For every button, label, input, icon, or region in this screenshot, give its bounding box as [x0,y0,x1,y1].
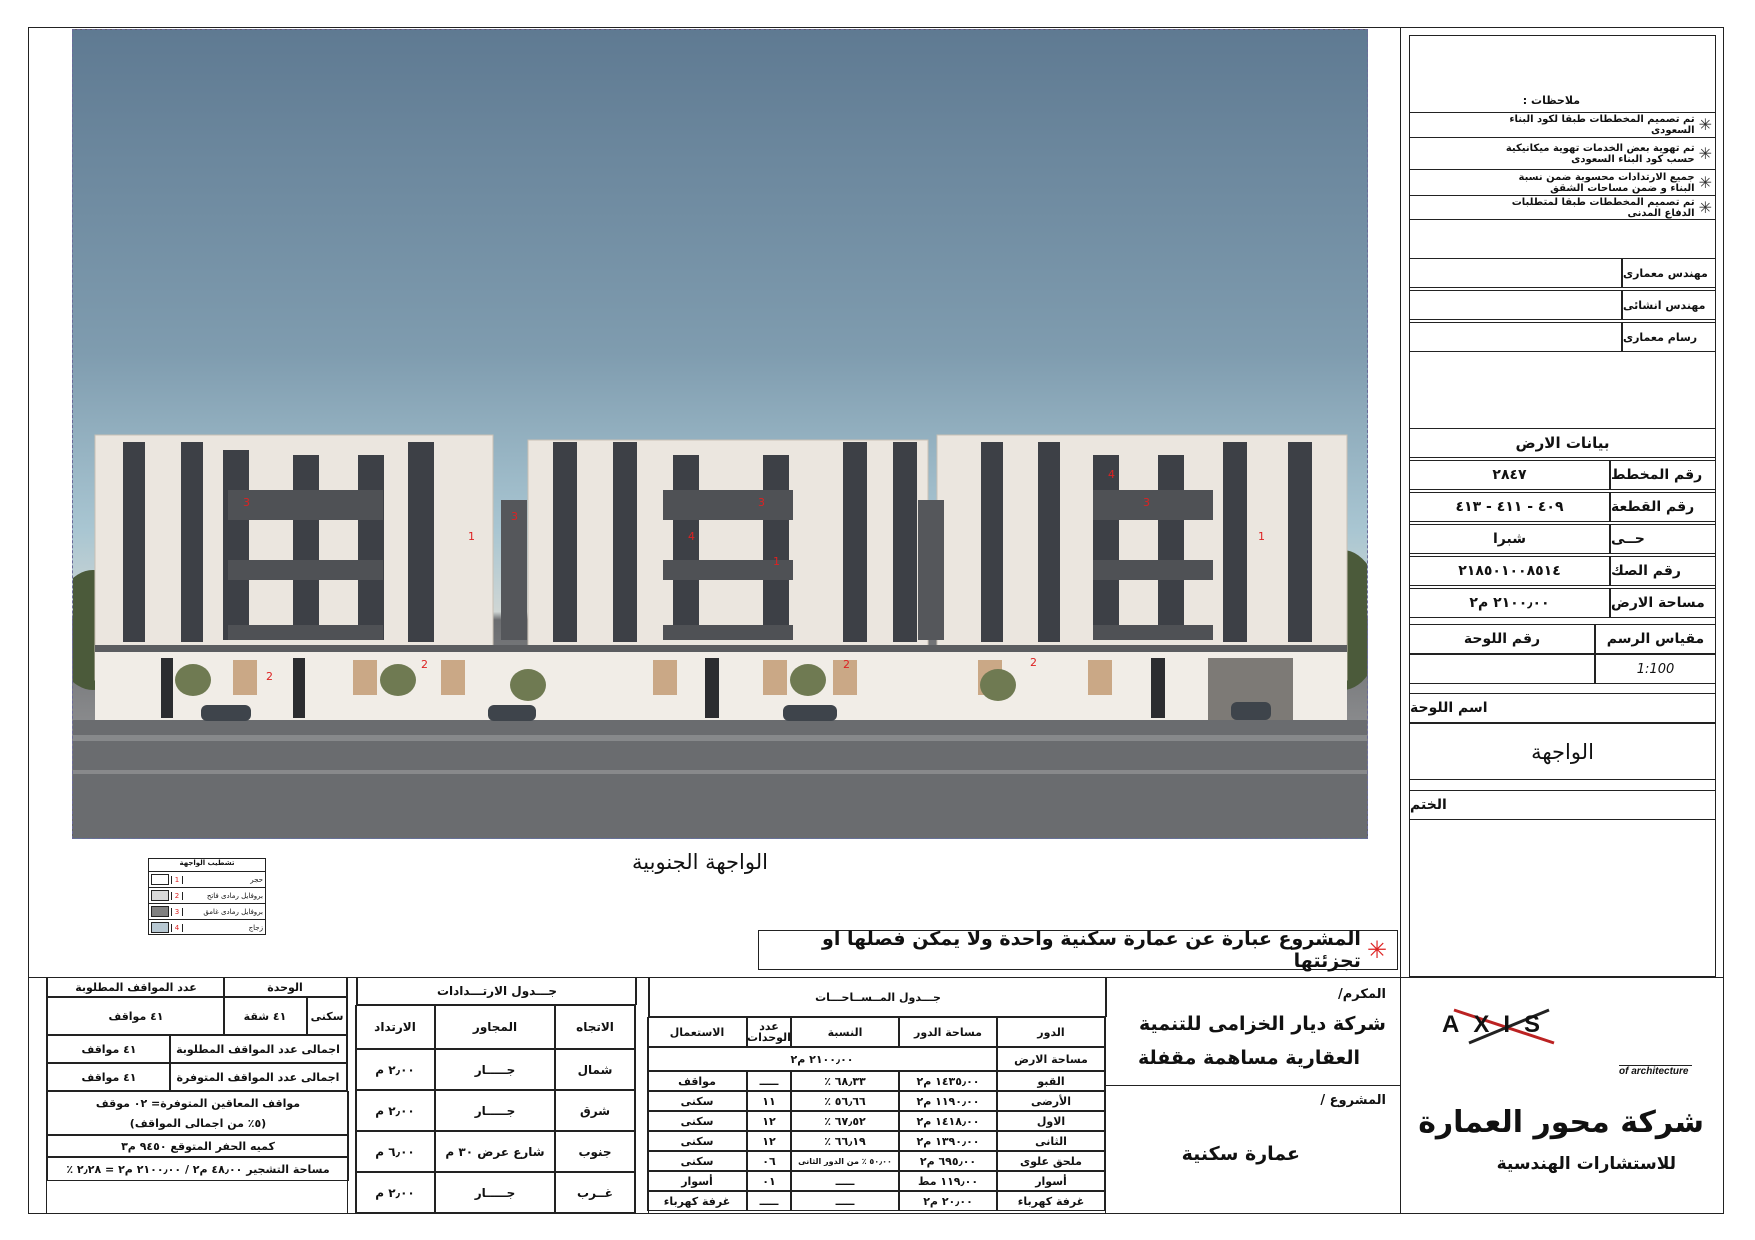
excavation-volume: كميه الحفر المتوقع ٩٤٥٠ م٣ [47,1135,349,1157]
note-item [1409,170,1716,196]
note-text: جميع الارتدادات محسوبة ضمن نسبة البناء و ضمن مساحات الشقق [1518,171,1695,194]
setbacks-title: جـــدول الارتـــدادات [357,977,637,1005]
areas-cell: ـــــ [791,1191,899,1211]
areas-cell: ٠١ [747,1171,791,1191]
legend-swatch [151,922,169,933]
facade-finish-legend [148,858,266,935]
parking-header-required: عدد المواقف المطلوبة [47,977,225,997]
setback-header: الارتداد [355,1005,435,1049]
legend-swatch [151,906,169,917]
svg-text:4: 4 [688,530,695,543]
setback-header: المجاور [435,1005,555,1049]
client-name-line2: العقارية مساهمة مقفلة [1137,1047,1360,1069]
areas-cell: ـــــ [747,1191,791,1211]
areas-cell: ٢٠٫٠٠ م٢ [899,1191,997,1211]
legend-row [149,920,265,935]
areas-header: الاستعمال [647,1017,747,1047]
legend-swatch [151,874,169,885]
areas-cell: القبو [997,1071,1105,1091]
areas-cell: ١٢ [747,1131,791,1151]
areas-cell: سكنى [647,1091,747,1111]
engineer-signature [1409,322,1622,352]
land-label: حــى [1610,524,1716,554]
notes-title: ملاحظات : [1522,94,1580,107]
note-text: تم تصميم المخططات طبقا لكود البناء السعودى [1509,113,1695,136]
land-value: شبرا [1409,524,1610,554]
logo-text: AXIS [1442,1011,1555,1038]
parking-header-unit: الوحدة [223,977,347,997]
legend-label: بروفايل رمادى فاتح [206,891,263,900]
legend-number: 2 [171,892,183,900]
setback-cell: ٢٫٠٠ م [355,1172,435,1213]
legend-swatch [151,890,169,901]
areas-land-label: مساحة الارض [997,1047,1105,1071]
land-label: مساحة الارض [1610,588,1716,618]
legend-label: بروفايل رمادى غامق [203,907,263,916]
notice-text: المشروع عبارة عن عمارة سكنية واحدة ولا يمكن فصلها او تجزئتها [822,928,1361,972]
areas-header: الدور [997,1017,1105,1047]
svg-text:2: 2 [266,670,273,683]
divider [1106,1085,1401,1086]
svg-text:1: 1 [773,555,780,568]
areas-cell: ١٢ [747,1111,791,1131]
client-label: المكرم/ [1338,987,1386,1002]
areas-cell: ١٣٩٠٫٠٠ م٢ [899,1131,997,1151]
setback-cell: ٢٫٠٠ م [355,1090,435,1131]
setback-cell: جـــــار [435,1090,555,1131]
legend-row [149,872,265,888]
legend-row [149,888,265,904]
note-item [1409,196,1716,220]
parking-row2-value: ٤١ مواقف [47,1035,171,1063]
areas-cell: ٥٦٫٦٦ ٪ [791,1091,899,1111]
firm-logo [1434,1005,1584,1045]
setback-cell: ٦٫٠٠ م [355,1131,435,1172]
areas-cell: مواقف [647,1071,747,1091]
parking-row1-type: سكنى [307,997,347,1035]
planting-area: مساحة التشجير ٤٨٫٠٠ م٢ / ٢١٠٠٫٠٠ م٢ = ٢٫٢٨ ٪ [47,1157,349,1181]
areas-cell: ٦٨٫٣٣ ٪ [791,1071,899,1091]
land-value: ٢١٠٠٫٠٠ م٢ [1409,588,1610,618]
asterisk-icon: ✳ [1366,936,1387,964]
setback-cell: جـــــار [435,1172,555,1213]
svg-text:3: 3 [243,496,250,509]
legend-number: 1 [171,876,183,884]
areas-cell: الثانى [997,1131,1105,1151]
areas-cell: الأرضى [997,1091,1105,1111]
areas-cell: أسوار [647,1171,747,1191]
project-label: المشروع / [1320,1093,1386,1108]
title-block-divider [1400,27,1401,977]
firm-name: شركة محور العمارة [1418,1105,1704,1140]
stamp-label: الختم [1409,790,1716,820]
setback-cell: شارع عرض ٣٠ م [435,1131,555,1172]
project-name: عمارة سكنية [1181,1143,1300,1165]
svg-text:1: 1 [1258,530,1265,543]
areas-cell: ١١٩٠٫٠٠ م٢ [899,1091,997,1111]
engineer-signature [1409,258,1622,288]
engineer-label: رسام معمارى [1622,322,1716,352]
note-text: تم تهوية بعض الخدمات تهوية ميكانيكية حسب كود البناء السعودى [1505,142,1695,165]
areas-cell: غرفة كهرباء [997,1191,1105,1211]
scale-value: 1:100 [1595,654,1716,684]
areas-cell: الاول [997,1111,1105,1131]
parking-row1-spaces: ٤١ مواقف [47,997,225,1035]
firm-subtitle: للاستشارات الهندسية [1496,1154,1676,1174]
areas-cell: ملحق علوى [997,1151,1105,1171]
areas-cell: ١١٩٫٠٠ مط [899,1171,997,1191]
facade-render [72,29,1368,839]
engineer-label: مهندس انشائى [1622,290,1716,320]
legend-number: 3 [171,908,183,916]
areas-cell: ١٤٣٥٫٠٠ م٢ [899,1071,997,1091]
note-text: تم تصميم المخططات طبقا لمتطلبات الدفاع المدنى [1511,196,1695,219]
project-notice [758,930,1398,970]
disabled-line1: مواقف المعاقين المتوفرة= ٠٢ موقف [95,1097,301,1110]
areas-cell: ٥٠٫٠٠ ٪ من الدور الثانى [791,1151,899,1171]
disabled-parking-note [47,1091,349,1135]
client-name-line1: شركة ديار الخزامى للتنمية [1139,1013,1386,1035]
legend-label: حجر [250,875,263,884]
legend-row [149,904,265,920]
svg-text:2: 2 [843,658,850,671]
svg-text:2: 2 [1030,656,1037,669]
areas-cell: غرفة كهرباء [647,1191,747,1211]
areas-title: جـــدول المــســاحـــات [649,977,1107,1017]
areas-header: مساحة الدور [899,1017,997,1047]
parking-row3-label: اجمالى عدد المواقف المتوفرة [169,1063,347,1091]
areas-cell: سكنى [647,1131,747,1151]
areas-cell: سكنى [647,1151,747,1171]
svg-text:3: 3 [1143,496,1150,509]
areas-cell: ٦٧٫٥٢ ٪ [791,1111,899,1131]
areas-cell: سكنى [647,1111,747,1131]
areas-cell: ٦٩٥٫٠٠ م٢ [899,1151,997,1171]
legend-number: 4 [171,924,183,932]
firm-block [1409,977,1716,1213]
land-value: ٢١٨٥٠١٠٠٨٥١٤ [1409,556,1610,586]
asterisk-icon: ✳ [1698,144,1712,163]
areas-header: عدد الوحدات [747,1017,791,1047]
setback-cell: غــرب [555,1172,635,1213]
setback-cell: شرق [555,1090,635,1131]
svg-text:3: 3 [758,496,765,509]
drawing-title: الواجهة الجنوبية [632,850,768,874]
areas-table [648,977,1106,1213]
building-illustration [73,30,1368,839]
land-label: رقم القطعة [1610,492,1716,522]
land-data-title: بيانات الارض [1409,428,1716,458]
note-item [1409,138,1716,170]
disabled-line2: (٥٪ من اجمالى المواقف) [129,1117,267,1130]
setback-cell: شمال [555,1049,635,1090]
areas-cell: ـــــ [747,1071,791,1091]
areas-cell: ـــــ [791,1171,899,1191]
asterisk-icon: ✳ [1698,115,1712,134]
note-item [1409,112,1716,138]
setback-header: الاتجاه [555,1005,635,1049]
areas-header: النسبة [791,1017,899,1047]
land-value: ٢٨٤٧ [1409,460,1610,490]
setbacks-table [356,977,636,1213]
scale-label: مقياس الرسم [1595,624,1716,654]
engineer-signature [1409,290,1622,320]
parking-table [46,977,348,1213]
svg-text:1: 1 [468,530,475,543]
svg-text:4: 4 [1108,468,1115,481]
engineer-label: مهندس معمارى [1622,258,1716,288]
setback-cell: ٢٫٠٠ م [355,1049,435,1090]
land-label: رقم الصك [1610,556,1716,586]
sheet-number-label: رقم اللوحة [1409,624,1595,654]
parking-row1-units: ٤١ شقة [223,997,307,1035]
parking-row3-value: ٤١ مواقف [47,1063,171,1091]
parking-row2-label: اجمالى عدد المواقف المطلوبة [169,1035,347,1063]
sheet-name-label: اسم اللوحة [1409,693,1716,723]
land-label: رقم المخطط [1610,460,1716,490]
legend-label: زجاج [248,923,263,932]
land-value: ٤٠٩ - ٤١١ - ٤١٣ [1409,492,1610,522]
sheet-name-value: الواجهة [1409,723,1716,780]
logo-tagline: of architecture [1619,1065,1692,1077]
setback-cell: جنوب [555,1131,635,1172]
areas-cell: ٦٦٫١٩ ٪ [791,1131,899,1151]
svg-text:2: 2 [421,658,428,671]
areas-cell: ١١ [747,1091,791,1111]
setback-cell: جـــــار [435,1049,555,1090]
svg-text:3: 3 [511,510,518,523]
areas-cell: أسوار [997,1171,1105,1191]
legend-title: تشطيب الواجهة [149,859,265,872]
client-block [1106,977,1401,1213]
areas-cell: ١٤١٨٫٠٠ م٢ [899,1111,997,1131]
areas-land-value: ٢١٠٠٫٠٠ م٢ [647,1047,997,1071]
asterisk-icon: ✳ [1698,198,1712,217]
areas-cell: ٠٦ [747,1151,791,1171]
asterisk-icon: ✳ [1698,173,1712,192]
sheet-number-value [1409,654,1595,684]
